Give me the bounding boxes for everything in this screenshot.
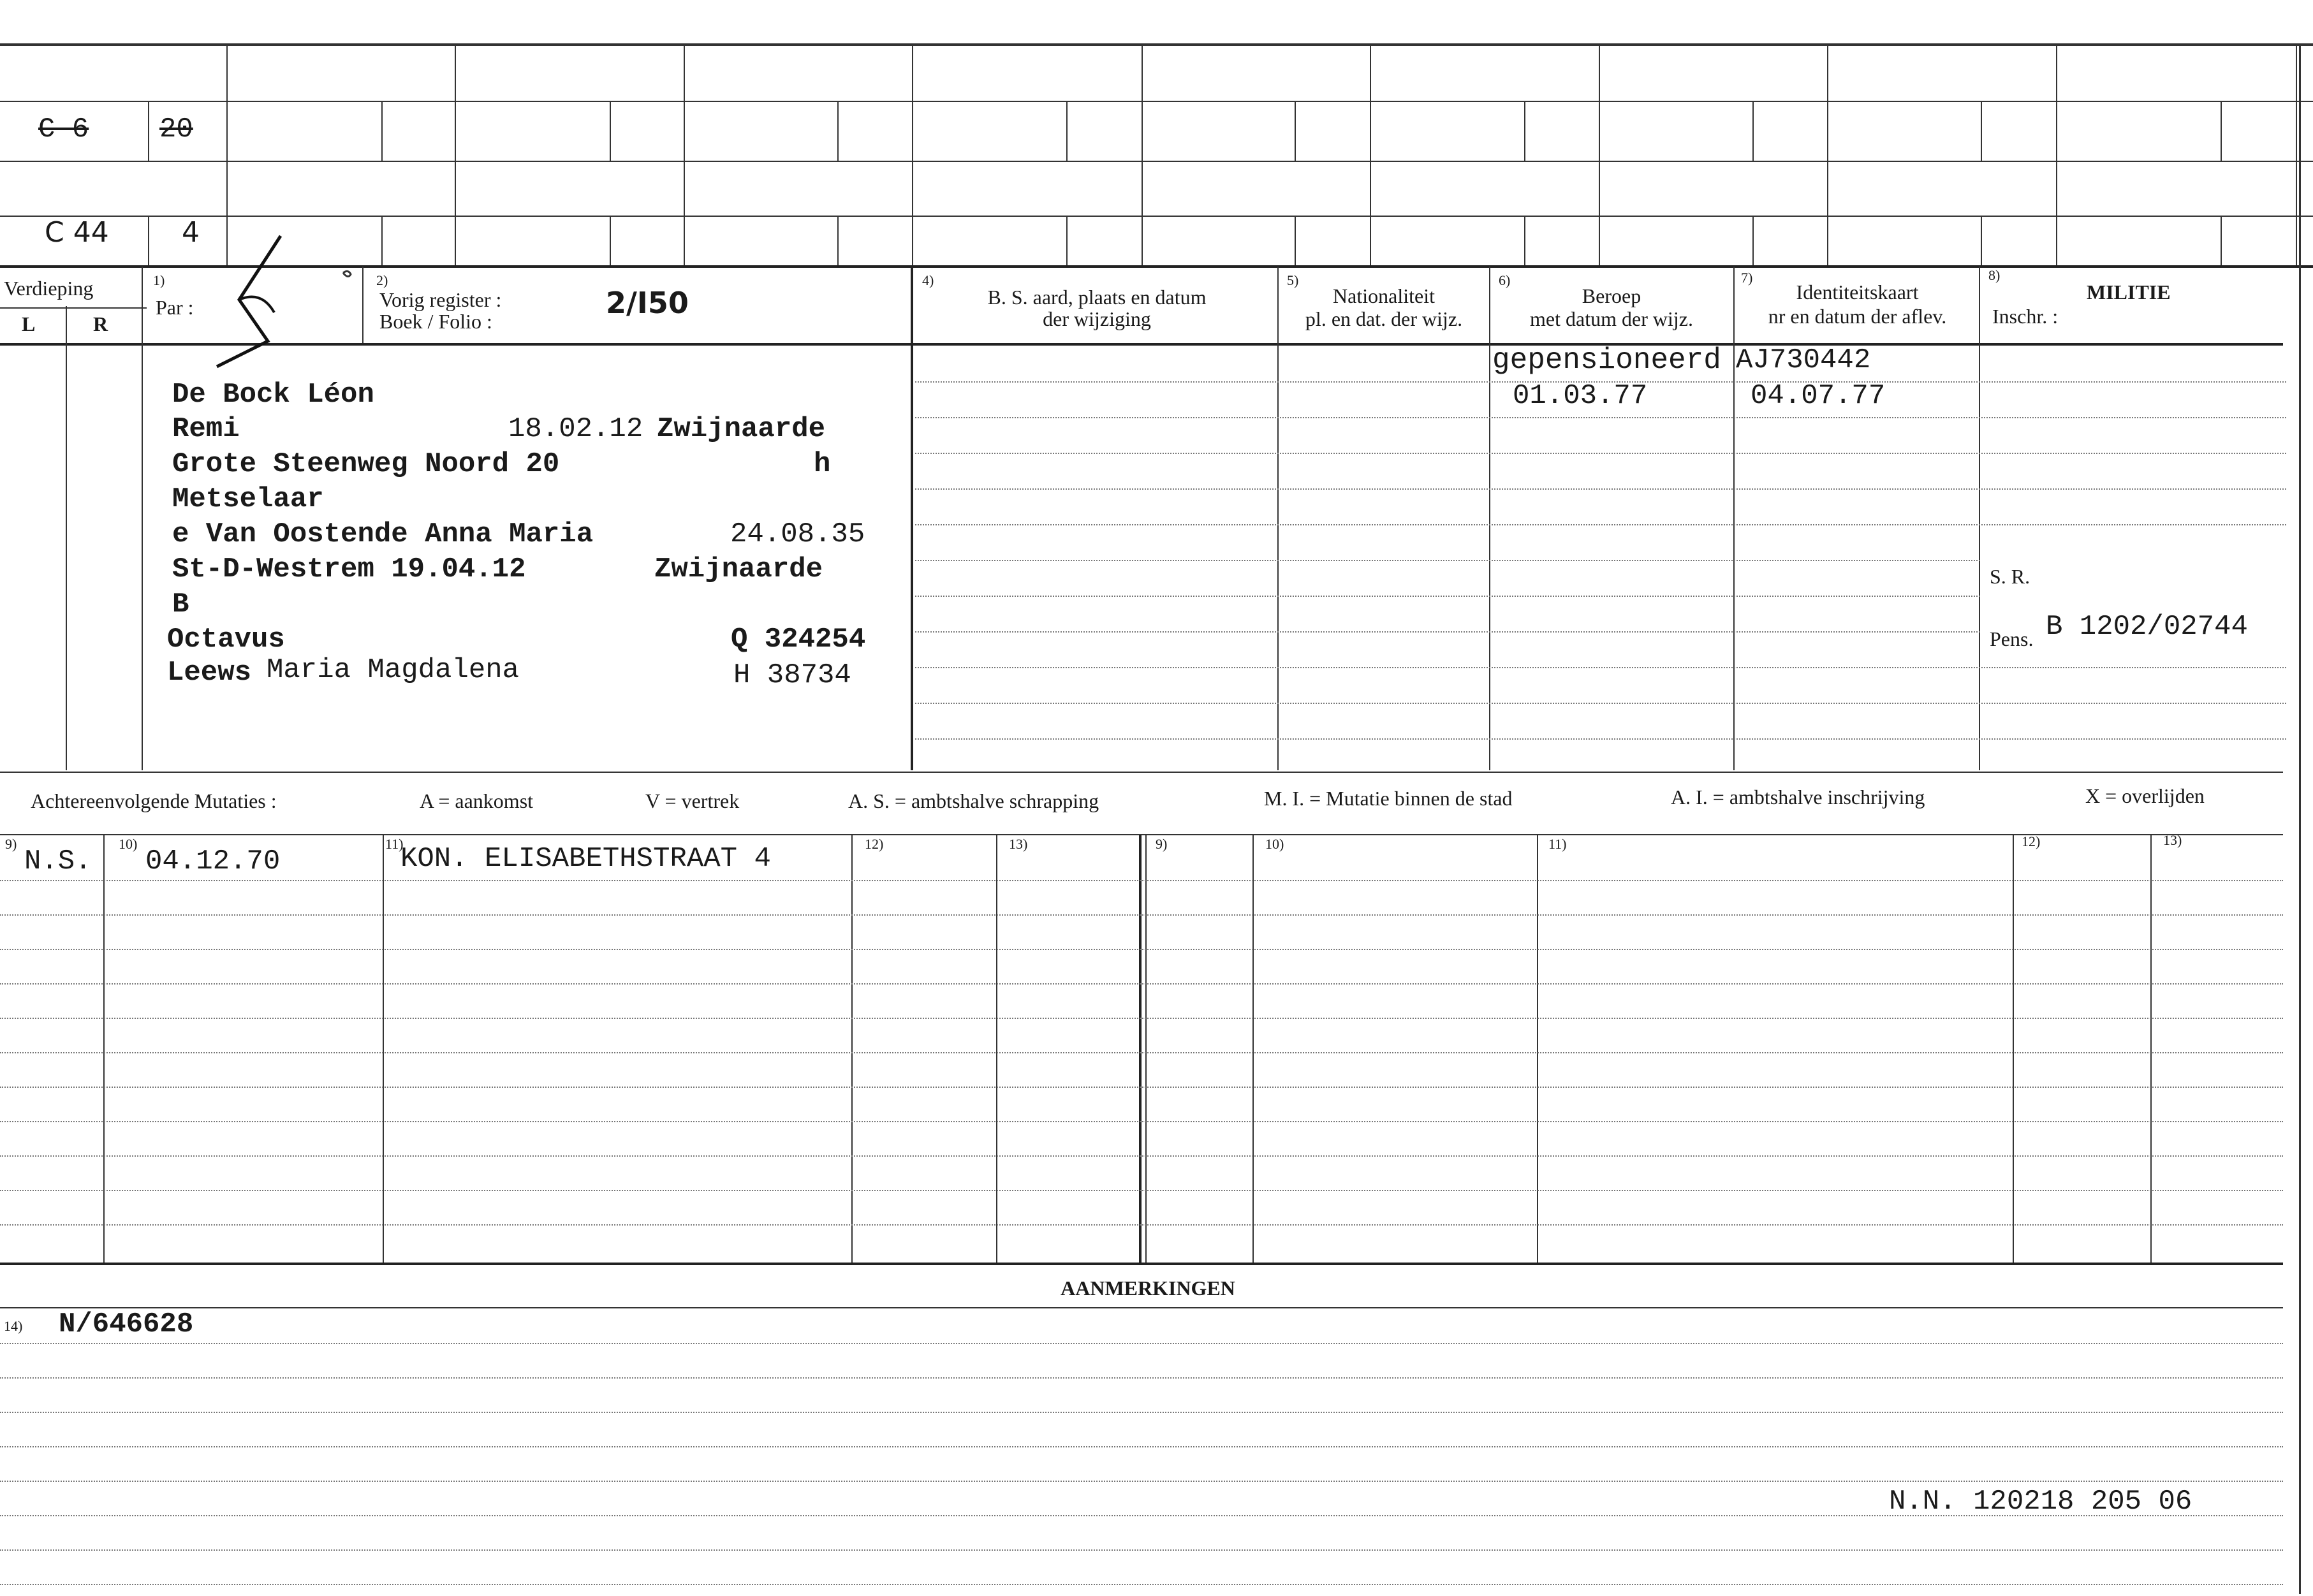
dotted-line	[0, 983, 2283, 985]
mut-num-11: 11)	[385, 836, 404, 852]
record-birthdate: 18.02.12	[508, 413, 643, 445]
vorig-label: Vorig register :	[379, 288, 502, 311]
mutaties-title: Achtereenvolgende Mutaties :	[31, 789, 277, 812]
code-right: 4	[182, 216, 200, 249]
mutaties-bottom	[0, 1263, 2283, 1265]
dotted-line	[0, 1087, 2283, 1088]
record-birthplace: Zwijnaarde	[657, 413, 826, 445]
mut-split	[1145, 835, 1147, 1263]
grid-vline	[455, 45, 456, 265]
mut-num-12: 12)	[865, 836, 884, 852]
mut-num-10: 10)	[119, 836, 138, 852]
grid-subline	[2221, 216, 2222, 265]
legend-vertrek: V = vertrek	[645, 789, 740, 812]
record-address: Grote Steenweg Noord 20	[172, 448, 560, 480]
col4-title: B. S. aard, plaats en datum	[987, 286, 1207, 309]
dotted-line	[915, 703, 2286, 704]
grid-subline	[1981, 101, 1982, 161]
mut-num-11b: 11)	[1548, 836, 1567, 852]
grid-subline	[1981, 216, 1982, 265]
boek-label: Boek / Folio :	[379, 310, 492, 333]
par-num: 1)	[153, 272, 165, 288]
dotted-line	[0, 1446, 2283, 1447]
record-mother-surname: Leews	[167, 657, 252, 689]
col6-title: Beroep	[1582, 284, 1641, 307]
legend-overlijden: X = overlijden	[2085, 784, 2205, 807]
record-spouse-birth: St-D-Westrem 19.04.12	[172, 553, 526, 585]
aanm-value: N/646628	[59, 1308, 194, 1340]
beroep-date: 01.03.77	[1513, 380, 1648, 412]
col5-subtitle: pl. en dat. der wijz.	[1305, 307, 1463, 330]
record-code: B	[172, 589, 189, 620]
body-bottom	[0, 772, 2283, 773]
mut-vline	[996, 835, 997, 1263]
id-card-date: 04.07.77	[1751, 380, 1886, 412]
mut-split	[1139, 835, 1142, 1263]
grid-subline	[2221, 101, 2222, 161]
dotted-line	[915, 738, 2286, 740]
mut-vline	[383, 835, 384, 1263]
mut-vline	[1252, 835, 1254, 1263]
grid-vline	[2296, 45, 2297, 265]
dotted-line	[915, 667, 2286, 668]
inschr-label: Inschr. :	[1992, 305, 2059, 328]
sr-label: S. R.	[1990, 565, 2030, 588]
grid-vline	[1599, 45, 1600, 265]
right-edge	[2299, 45, 2301, 1594]
legend-aankomst: A = aankomst	[420, 789, 534, 812]
grid-vline	[1142, 45, 1143, 265]
register-value: 2/I50	[606, 286, 689, 320]
verdieping-label: Verdieping	[4, 277, 94, 300]
vorig-num: 2)	[376, 272, 388, 288]
grid-subline	[610, 216, 611, 265]
dotted-line	[0, 1224, 2283, 1226]
col7-title: Identiteitskaart	[1796, 281, 1919, 304]
col5-title: Nationaliteit	[1333, 284, 1435, 307]
dotted-line	[0, 1155, 2283, 1157]
grid-subline	[1295, 101, 1296, 161]
record-mark: h	[814, 448, 831, 480]
dotted-line	[0, 1377, 2283, 1379]
col7-subtitle: nr en datum der aflev.	[1768, 305, 1947, 328]
dotted-line	[0, 1481, 2283, 1482]
lr-split	[66, 306, 67, 344]
mut-vline	[103, 835, 105, 1263]
grid-subline	[1752, 216, 1754, 265]
record-firstname: Remi	[172, 413, 240, 445]
dotted-line	[0, 949, 2283, 950]
dotted-line	[915, 631, 1980, 633]
dotted-line	[0, 1343, 2283, 1344]
grid-subline	[1295, 216, 1296, 265]
mut-entry-date: 04.12.70	[145, 846, 281, 877]
record-spouse: e Van Oostende Anna Maria	[172, 518, 594, 550]
grid-subline	[1066, 216, 1068, 265]
mut-num-13b: 13)	[2163, 832, 2182, 848]
col5-num: 5)	[1287, 272, 1299, 288]
dotted-line	[0, 1018, 2283, 1019]
record-spouse-place: Zwijnaarde	[654, 553, 823, 585]
top-border	[0, 43, 2313, 46]
top-grid-line	[0, 161, 2313, 162]
aanmerkingen-title: AANMERKINGEN	[1061, 1277, 1235, 1299]
record-marriage-date: 24.08.35	[730, 518, 865, 550]
grid-vline	[2056, 45, 2057, 265]
mut-vline	[851, 835, 853, 1263]
mut-vline	[2013, 835, 2014, 1263]
mut-entry-address: KON. ELISABETHSTRAAT 4	[400, 843, 771, 875]
top-grid-line	[0, 101, 2313, 102]
dotted-line	[915, 488, 2286, 490]
mut-num-12b: 12)	[2022, 833, 2041, 849]
grid-subline	[148, 216, 149, 265]
dotted-line	[0, 1549, 2283, 1551]
dotted-line	[0, 880, 2283, 881]
grid-subline	[610, 101, 611, 161]
grid-subline	[1524, 101, 1525, 161]
dotted-line	[0, 914, 2283, 916]
signature-mark	[204, 230, 357, 376]
mut-entry-type: N.S.	[24, 846, 92, 877]
dotted-line	[915, 596, 1980, 597]
col-vline	[142, 267, 143, 770]
record-surname: De Bock Léon	[172, 379, 374, 411]
grid-vline	[912, 45, 913, 265]
record-mother-code: H 38734	[733, 659, 851, 691]
grid-subline	[148, 101, 149, 161]
legend-ambtshalve-schrapping: A. S. = ambtshalve schrapping	[848, 789, 1099, 812]
record-father-code: Q 324254	[731, 624, 866, 655]
mut-vline	[1537, 835, 1538, 1263]
col-vline	[1277, 267, 1279, 770]
par-label: Par :	[156, 296, 194, 319]
col6-subtitle: met datum der wijz.	[1530, 307, 1693, 330]
dotted-line	[0, 1052, 2283, 1053]
grid-subline	[837, 101, 839, 161]
aanmerkingen-line	[0, 1307, 2283, 1308]
code-left: C 44	[45, 216, 109, 249]
old-code-left: C 6	[38, 113, 89, 145]
mut-num-10b: 10)	[1265, 836, 1284, 852]
old-code-right: 20	[159, 113, 193, 145]
top-grid-line	[0, 216, 2313, 217]
grid-subline	[381, 101, 383, 161]
mutaties-top	[0, 834, 2283, 835]
pens-label: Pens.	[1990, 627, 2034, 650]
dotted-line	[0, 1584, 2283, 1585]
grid-subline	[1066, 101, 1068, 161]
grid-subline	[1752, 101, 1754, 161]
mut-num-9: 9)	[5, 836, 17, 852]
record-occupation: Metselaar	[172, 483, 324, 515]
col4-subtitle: der wijziging	[1043, 307, 1151, 330]
col-vline	[362, 267, 363, 343]
pens-value: B 1202/02744	[2046, 611, 2248, 643]
mut-num-13: 13)	[1009, 836, 1028, 852]
l-label: L	[22, 312, 36, 335]
col6-num: 6)	[1499, 272, 1511, 288]
dotted-line	[915, 524, 2286, 525]
dotted-line	[915, 560, 1980, 561]
mut-vline	[2150, 835, 2152, 1263]
grid-subline	[1524, 216, 1525, 265]
col-vline	[1733, 267, 1735, 770]
aanm-num: 14)	[4, 1318, 23, 1334]
grid-subline	[381, 216, 383, 265]
militie-title: MILITIE	[2087, 281, 2171, 304]
grid-subline	[837, 216, 839, 265]
lr-vline	[66, 344, 67, 770]
dotted-line	[0, 1412, 2283, 1413]
grid-vline	[1370, 45, 1371, 265]
record-mother-name: Maria Magdalena	[267, 654, 520, 686]
col8-num: 8)	[1988, 267, 2001, 283]
mut-num-9b: 9)	[1156, 836, 1168, 852]
dotted-line	[915, 453, 2286, 454]
record-father: Octavus	[167, 624, 285, 655]
header-split	[0, 307, 147, 309]
dotted-line	[0, 1121, 2283, 1122]
grid-vline	[684, 45, 685, 265]
legend-mutatie-stad: M. I. = Mutatie binnen de stad	[1264, 787, 1513, 810]
col7-num: 7)	[1741, 270, 1753, 286]
nn-number: N.N. 120218 205 06	[1889, 1486, 2192, 1518]
id-card-value: AJ730442	[1736, 344, 1871, 376]
col-vline	[1489, 267, 1490, 770]
grid-vline	[1827, 45, 1828, 265]
r-label: R	[93, 312, 108, 335]
dotted-line	[0, 1190, 2283, 1191]
dotted-line	[915, 417, 2286, 418]
beroep-value: gepensioneerd	[1492, 344, 1721, 377]
col4-num: 4)	[922, 272, 934, 288]
col-vline	[1979, 267, 1980, 770]
legend-ambtshalve-inschrijving: A. I. = ambtshalve inschrijving	[1671, 786, 1925, 809]
col-vline	[911, 267, 913, 770]
